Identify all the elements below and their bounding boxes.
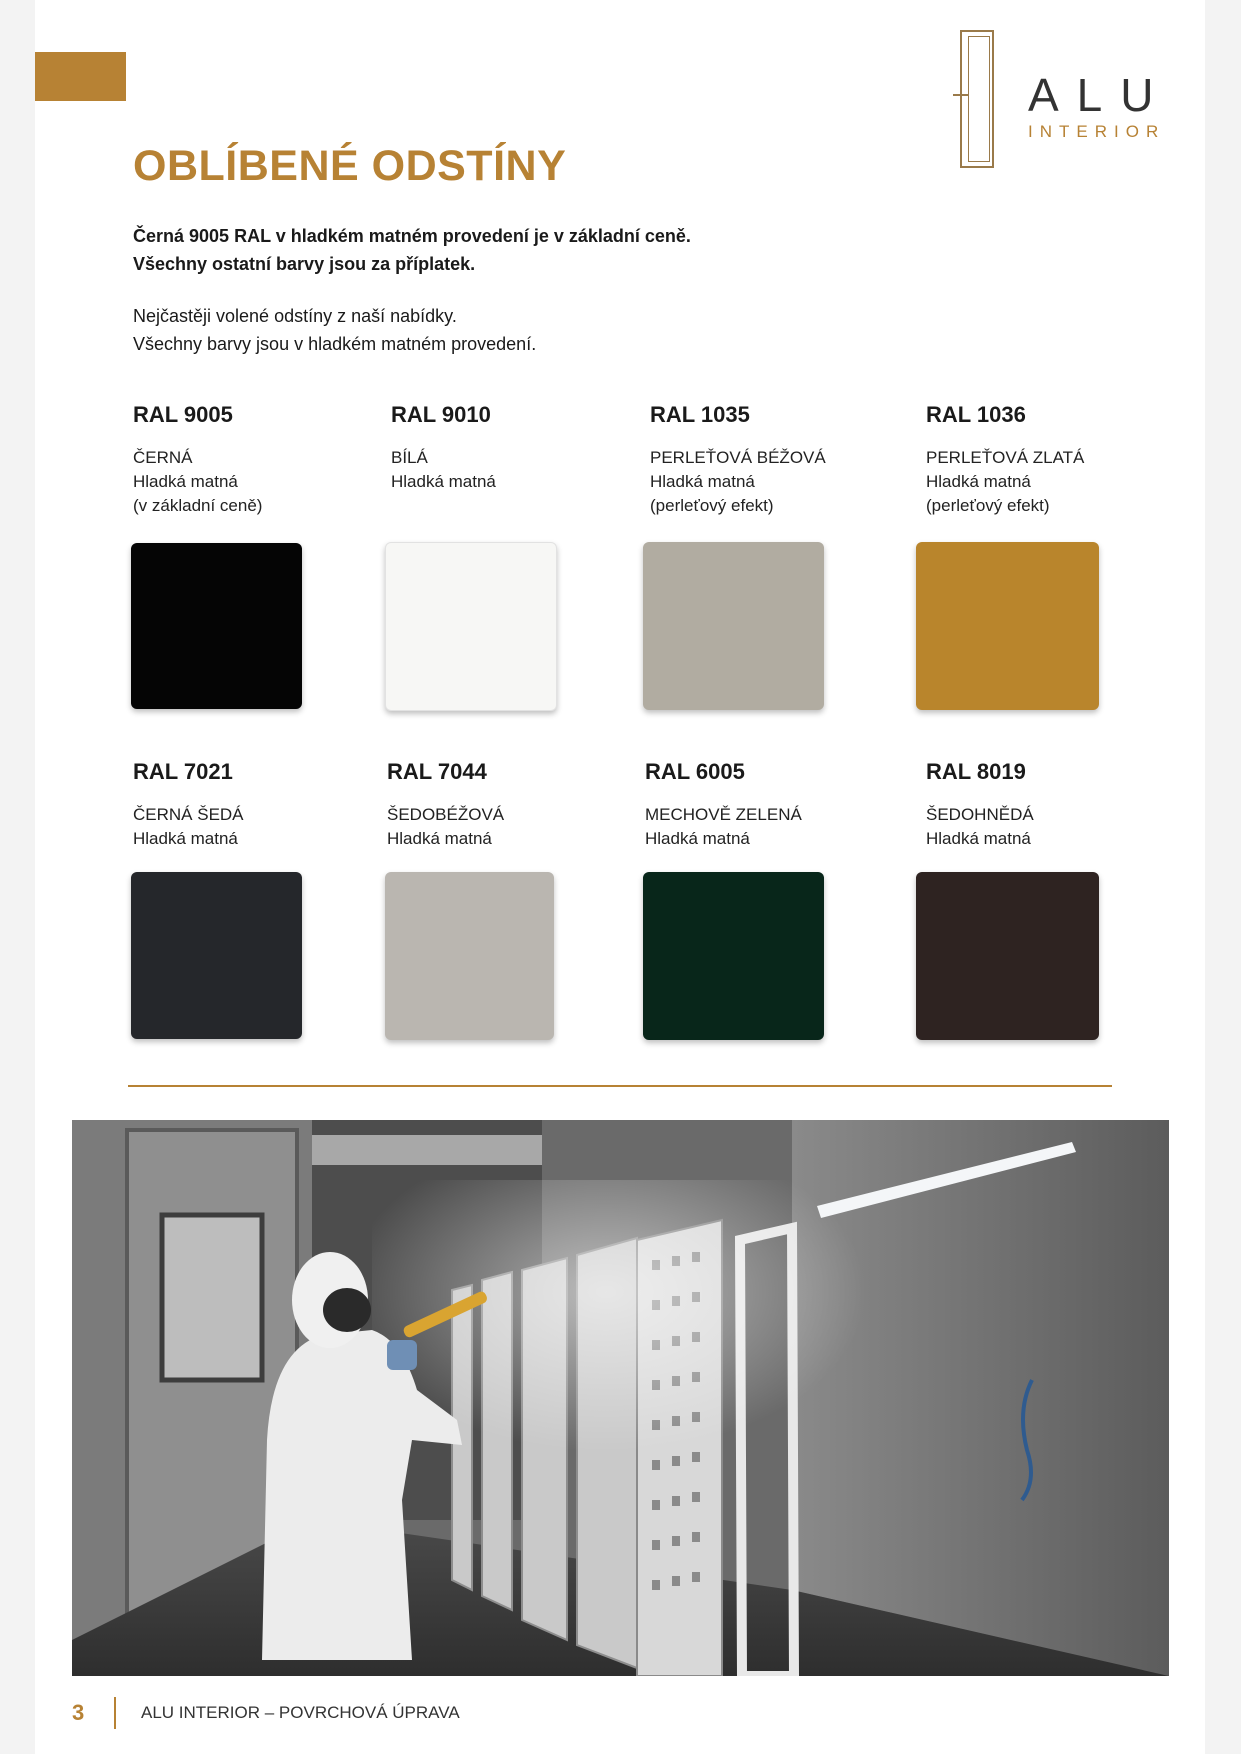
color-chip-ral-1036 xyxy=(916,542,1099,710)
swatch-finish: Hladká matná xyxy=(926,472,1031,491)
swatch-color-name: ŠEDOBÉŽOVÁ xyxy=(387,805,505,824)
swatch-description xyxy=(926,446,1084,518)
swatch-code: RAL 9010 xyxy=(391,402,491,427)
logo-subtitle: INTERIOR xyxy=(1028,122,1166,141)
swatch-color-name: PERLEŤOVÁ BÉŽOVÁ xyxy=(650,448,826,467)
swatch-ral-7044 xyxy=(387,759,504,851)
swatch-code: RAL 7021 xyxy=(133,759,233,784)
intro-bold-line: Černá 9005 RAL v hladkém matném provedení je v základní ceně. xyxy=(133,226,691,246)
color-chip-ral-7021 xyxy=(131,872,302,1039)
intro-bold-line: Všechny ostatní barvy jsou za příplatek. xyxy=(133,254,476,274)
footer-separator xyxy=(114,1697,116,1729)
swatch-ral-7021 xyxy=(133,759,244,851)
swatch-note: (perleťový efekt) xyxy=(650,496,774,515)
swatch-finish: Hladká matná xyxy=(926,829,1031,848)
page-number: 3 xyxy=(72,1700,85,1725)
swatch-color-name: PERLEŤOVÁ ZLATÁ xyxy=(926,448,1085,467)
swatch-ral-1036 xyxy=(926,402,1084,518)
swatch-color-name: ŠEDOHNĚDÁ xyxy=(926,805,1034,824)
divider xyxy=(128,1085,1112,1087)
logo xyxy=(960,26,1170,176)
swatch-ral-1035 xyxy=(650,402,826,518)
color-chip-ral-6005 xyxy=(643,872,824,1040)
door-logo-icon xyxy=(960,30,994,168)
logo-brand: ALU xyxy=(1028,69,1172,121)
swatch-finish: Hladká matná xyxy=(650,472,755,491)
swatch-description xyxy=(387,803,504,851)
spray-booth-illustration xyxy=(72,1120,1169,1676)
swatch-description xyxy=(133,803,244,851)
swatch-ral-8019 xyxy=(926,759,1034,851)
swatch-code: RAL 1036 xyxy=(926,402,1026,427)
swatch-code: RAL 6005 xyxy=(645,759,745,784)
intro-bold xyxy=(133,222,691,278)
spray-booth-photo xyxy=(72,1120,1169,1676)
swatch-color-name: BÍLÁ xyxy=(391,448,428,467)
intro-normal xyxy=(133,302,536,358)
swatch-finish: Hladká matná xyxy=(133,472,238,491)
accent-bar xyxy=(35,52,126,101)
page-title: OBLÍBENÉ ODSTÍNY xyxy=(133,142,567,190)
swatch-color-name: ČERNÁ ŠEDÁ xyxy=(133,805,244,824)
swatch-code: RAL 8019 xyxy=(926,759,1026,784)
swatch-note: (v základní ceně) xyxy=(133,496,263,515)
swatch-description xyxy=(645,803,802,851)
swatch-ral-9005 xyxy=(133,402,262,518)
swatch-finish: Hladká matná xyxy=(645,829,750,848)
swatch-description xyxy=(926,803,1034,851)
swatch-note: (perleťový efekt) xyxy=(926,496,1050,515)
swatch-description xyxy=(650,446,826,518)
swatch-finish: Hladká matná xyxy=(387,829,492,848)
swatch-finish: Hladká matná xyxy=(391,472,496,491)
swatch-ral-6005 xyxy=(645,759,802,851)
footer-text: ALU INTERIOR – POVRCHOVÁ ÚPRAVA xyxy=(141,1703,460,1722)
swatch-color-name: MECHOVĚ ZELENÁ xyxy=(645,805,802,824)
color-chip-ral-7044 xyxy=(385,872,554,1040)
intro-line: Nejčastěji volené odstíny z naší nabídky. xyxy=(133,306,457,326)
swatch-code: RAL 7044 xyxy=(387,759,487,784)
color-chip-ral-8019 xyxy=(916,872,1099,1040)
swatch-description xyxy=(391,446,496,494)
swatch-color-name: ČERNÁ xyxy=(133,448,193,467)
intro-line: Všechny barvy jsou v hladkém matném provedení. xyxy=(133,334,537,354)
swatch-code: RAL 1035 xyxy=(650,402,750,427)
swatch-description xyxy=(133,446,262,518)
color-chip-ral-1035 xyxy=(643,542,824,710)
color-chip-ral-9005 xyxy=(131,543,302,709)
swatch-finish: Hladká matná xyxy=(133,829,238,848)
swatch-ral-9010 xyxy=(391,402,496,494)
swatch-code: RAL 9005 xyxy=(133,402,233,427)
color-chip-ral-9010 xyxy=(385,542,557,711)
